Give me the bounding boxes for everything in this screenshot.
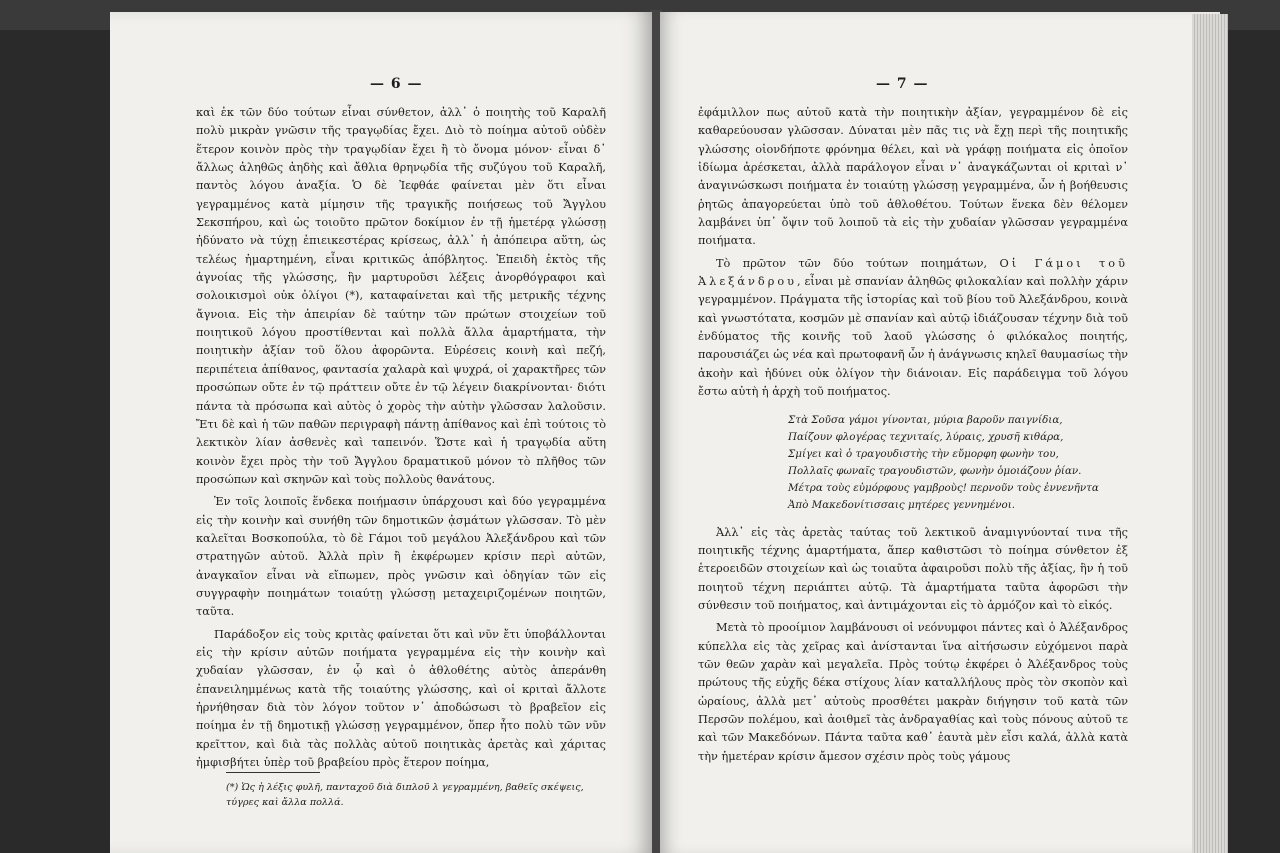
poem-line: Πολλαῖς φωναῖς τραγουδιστῶν, φωνὴν ὁμοιάζουν ῥίαν. <box>788 464 1082 477</box>
left-paragraph-3: Παράδοξον εἰς τοὺς κριτὰς φαίνεται ὅτι καὶ νῦν ἔτι ὑποβάλλονται εἰς τὴν κρίσιν αὐτῶν ποιήματα γεγραμμένα εἰς τὴν κοινὴν καὶ χυδαίαν γλῶσσαν, ἐν ᾧ καὶ ὁ ἀθλοθέτης αὐτὸς ἀπεράνθη ἐπανειλημμένως κατὰ τῆς τοιαύτης γλώσσης, καὶ οἱ κριταὶ ἄλλοτε ἠρνήθησαν διὰ τὸν λόγον τοῦτον ν᾽ ἀποδώσωσι τὸ βραβεῖον εἰς ποίημα ἐν τῇ δημοτικῇ γλώσσῃ γεγραμμένον, ὅπερ ἦτο πολὺ τῶν νῦν κρεῖττον, καὶ διὰ τὰς πολλὰς αὐτοῦ ποιητικὰς ἀρετὰς καὶ χάριτας ἠμφισβήτει ὑπὲρ τοῦ βραβείου πρὸς ἕτερον ποίημα, <box>196 627 606 770</box>
footnote: (*) Ὡς ἡ λέξις φυλῆ, πανταχοῦ διὰ διπλοῦ λ γεγραμμένη, βαθεῖς σκέψεις, τύγρες καὶ ἄλλα πολλά. <box>226 782 584 808</box>
poem-line: Ἀπὸ Μακεδονίτισσαις μητέρες γεννημένοι. <box>788 498 1016 511</box>
footnote-divider <box>226 772 320 773</box>
left-page-body <box>196 104 606 772</box>
right-paragraph-4: Μετὰ τὸ προοίμιον λαμβάνουσι οἱ νεόνυμφοι πάντες καὶ ὁ Ἀλέξανδρος κύπελλα εἰς τὰς χεῖρας καὶ ἀνίστανται ἵνα αἰτήσωσιν εὐχόμενοι παρὰ τῶν θεῶν χαρὰν καὶ μεγαλεῖα. Πρὸς τούτῳ ἐκφέρει ὁ Ἀλέξανδρος τοὺς πρώτους τῆς εὐχῆς δέκα στίχους λίαν καταλλήλους πρὸς τὸν σκοπὸν καὶ ὡραίους, ἀλλὰ μετ᾽ αὐτοὺς προσθέτει μακρὰν διήγησιν τοῦ κατὰ τῶν Περσῶν πολέμου, καὶ ἀοιθμεῖ τὰς ἀνδραγαθίας καὶ τοὺς πόνους αὐτοῦ τε καὶ τῶν Μακεδόνων. Πάντα ταῦτα καθ᾽ ἑαυτὰ μὲν εἶσι καλά, ἀλλὰ κατὰ τὴν ἡμετέραν κρίσιν ἄμεσον σχέσιν πρὸς τοὺς γάμους <box>698 621 1128 763</box>
right-page-number: — 7 — <box>876 76 929 92</box>
left-page <box>110 12 652 853</box>
left-paragraph-1: καὶ ἐκ τῶν δύο τούτων εἶναι σύνθετον, ἀλλ᾽ ὁ ποιητὴς τοῦ Καραλῆ πολὺ μικρὰν γνῶσιν τῆς τραγῳδίας ἔχει. Διὸ τὸ ποίημα αὐτοῦ οὐδὲν ἕτερον κοινὸν πρὸς τὴν τραγῳδίαν ἔχει ἢ τὸ ὄνομα μόνον· εἶναι δ᾽ ἄλλως ἀληθῶς ἀηδὴς καὶ ἄθλια θρηνῳδία τῆς συζύγου τοῦ Καραλῆ, παντὸς λόγου ἀναξία. Ὁ δὲ Ἰεφθάε φαίνεται μὲν ὅτι εἶναι γεγραμμένος κατὰ μίμησιν τῆς τραγικῆς ποιήσεως τοῦ Ἄγγλου Σεκσπήρου, καὶ ὡς τοιοῦτο πρῶτον δοκίμιον ἐν τῇ ἡμετέρᾳ γλώσσῃ ἠδύνατο νὰ τύχῃ ἐπιεικεστέρας κρίσεως, ἀλλ᾽ ἡ ἀπόπειρα αὕτη, ὡς τελέως ἡμαρτημένη, εἶναι κριτικῶς ἀπόβλητος. Ἐπειδὴ ἐκτὸς τῆς ἀγνοίας τῆς γλώσσης, ἣν μαρτυροῦσι λέξεις ἀνορθόγραφοι καὶ σολοικισμοὶ οὐκ ὀλίγοι (*), καταφαίνεται καὶ τῆς μετρικῆς τέχνης ἄγνοια. Εἰς τὴν ἀπειρίαν δὲ ταύτην τῶν πρώτων στοιχείων τοῦ ποιητικοῦ λόγου προστίθενται καὶ πολλὰ ἄλλα ἁμαρτήματα, τὴν ποιητικὴν ἀξίαν τοῦ ὅλου ἀφορῶντα. Εὑρέσεις κοινὴ καὶ πεζή, περιπέτεια ἀπίθανος, φαντασία χαλαρὰ καὶ ψυχρά, οἱ χαρακτῆρες τῶν προσώπων οὔτε ἐν τῷ πράττειν οὔτε ἐν τῷ λέγειν διακρίνονται· διότι πάντα τὰ πρόσωπα καὶ αὐτὸς ὁ χορὸς τὴν αὐτὴν γλῶσσαν λαλοῦσιν. Ἔτι δὲ καὶ ἡ τῶν παθῶν περιγραφὴ πάντῃ ἀπίθανος καὶ ἐπὶ τούτοις τὸ λεκτικὸν λίαν ἀσθενὲς καὶ ταπεινόν. Ὥστε καὶ ἡ τραγῳδία αὕτη κοινὸν ἔχει πρὸς τὴν τοῦ Ἄγγλου δραματικοῦ μόνον τὸ πλῆθος τῶν προσώπων καὶ σκηνῶν καὶ τοὺς πολλοὺς θανάτους. <box>196 106 606 486</box>
poem-line: Παίζουν φλογέρας τεχνιταίς, λύραις, χρυσῆ κιθάρα, <box>788 430 1064 443</box>
right-page-body <box>698 104 1128 766</box>
right-paragraph-1: ἐφάμιλλον πως αὐτοῦ κατὰ τὴν ποιητικὴν ἀξίαν, γεγραμμένον δὲ εἰς καθαρεύουσαν γλῶσσαν. Δύναται μὲν πᾶς τις νὰ ἔχῃ περὶ τῆς ποιητικῆς γλώσσης οἱονδήποτε φρόνημα θέλει, καὶ νὰ γράφῃ ποιήματα εἰς ὁποῖον ἰδίωμα ἀρέσκεται, ἀλλὰ παράλογον εἶναι ν᾽ ἀναγκάζωνται οἱ κριταὶ ν᾽ ἀναγινώσκωσι ποιήματα ἐν τοιαύτῃ γλώσσῃ γεγραμμένα, ὧν ἡ βοήθευσις ῥητῶς ἀπαγορεύεται ὑπὸ τοῦ ἀθλοθέτου. Τούτων ἕνεκα δὲν θέλομεν λαμβάνει ὑπ᾽ ὄψιν τοῦ λοιποῦ τὰ εἰς τὴν χυδαίαν γλῶσσαν γεγραμμένα ποιήματα. <box>698 106 1128 248</box>
poem-excerpt <box>788 412 1128 514</box>
poem-title: Οἱ Γάμοι τοῦ Ἀλεξάνδρου <box>698 256 1128 289</box>
left-page-number: — 6 — <box>370 76 423 92</box>
page-edges <box>1192 14 1228 853</box>
poem-line: Στὰ Σοῦσα γάμοι γίνονται, μύρια βαροῦν παιγνίδια, <box>788 413 1063 426</box>
poem-line: Σμίγει καὶ ὁ τραγουδιστὴς τὴν εὔμορφη φωνὴν του, <box>788 447 1059 460</box>
poem-line: Μέτρα τοὺς εὐμόρφους γαμβροὺς! περνοῦν τοὺς ἐννενῆντα <box>788 481 1099 494</box>
paragraph-2-rest: , εἶναι μὲ σπανίαν ἀληθῶς φιλοκαλίαν καὶ πολλὴν χάριν γεγραμμένον. Πράγματα τῆς ἱστορίας καὶ τοῦ βίου τοῦ Ἀλεξάνδρου, κοινὰ καὶ γνωστότατα, κοσμῶν μὲ σπανίαν καὶ αὐτῷ ἰδιάζουσαν τέχνην διὰ τοῦ ἐνδύματος τῆς κοινῆς τοῦ λαοῦ γλώσσης ὁ φιλόκαλος ποιητής, παρουσιάζει ὡς νέα καὶ πρωτοφανῆ ὧν ἡ ἀνάγνωσις κηλεῖ θαυμασίως τὴν ἀκοὴν καὶ ἡδύνει οὐκ ὀλίγον τὴν διάνοιαν. Εἰς παράδειγμα τοῦ λόγου ἔστω αὐτὴ ἡ ἀρχὴ τοῦ ποιήματος. <box>698 275 1128 399</box>
paragraph-2-start: Τὸ πρῶτον τῶν δύο τούτων ποιημάτων, <box>716 256 1000 270</box>
right-page <box>660 12 1220 853</box>
right-paragraph-3: Ἀλλ᾽ εἰς τὰς ἀρετὰς ταύτας τοῦ λεκτικοῦ ἀναμιγνύονταί τινα τῆς ποιητικῆς τέχνης ἁμαρτήματα, ἅπερ καθιστῶσι τὸ ποίημα σύνθετον ἐξ ἑτεροειδῶν στοιχείων καὶ ὡς τοιαῦτα ἀφαιροῦσι πολὺ τῆς ἀξίας, ἣν ἡ τοῦ ποιητοῦ τέχνη περιάπτει αὐτῷ. Τὰ ἁμαρτήματα ταῦτα ἀφορῶσι τὴν σύνθεσιν τοῦ ποιήματος, καὶ ἀντιμάχονται εἰς τὸ ἁρμόζον καὶ τὸ εἰκός. <box>698 525 1128 612</box>
right-paragraph-2 <box>698 255 1128 402</box>
left-paragraph-2: Ἐν τοῖς λοιποῖς ἕνδεκα ποιήμασιν ὑπάρχουσι καὶ δύο γεγραμμένα εἰς τὴν κοινὴν καὶ συνήθη τῶν δημοτικῶν ᾀσμάτων γλῶσσαν. Τὸ μὲν καλεῖται Βοσκοπούλα, τὸ δὲ Γάμοι τοῦ μεγάλου Ἀλεξάνδρου καὶ τῶν στρατηγῶν αὐτοῦ. Ἀλλὰ πρὶν ἢ ἐκφέρωμεν κρίσιν περὶ αὐτῶν, ἀναγκαῖον εἶναι νὰ εἴπωμεν, πρὸς γνῶσιν καὶ ὁδηγίαν τῶν εἰς συγγραφὴν ποιημάτων τοιαύτῃ γλώσσῃ μεταχειριζομένων ποιητῶν, ταῦτα. <box>196 495 606 619</box>
